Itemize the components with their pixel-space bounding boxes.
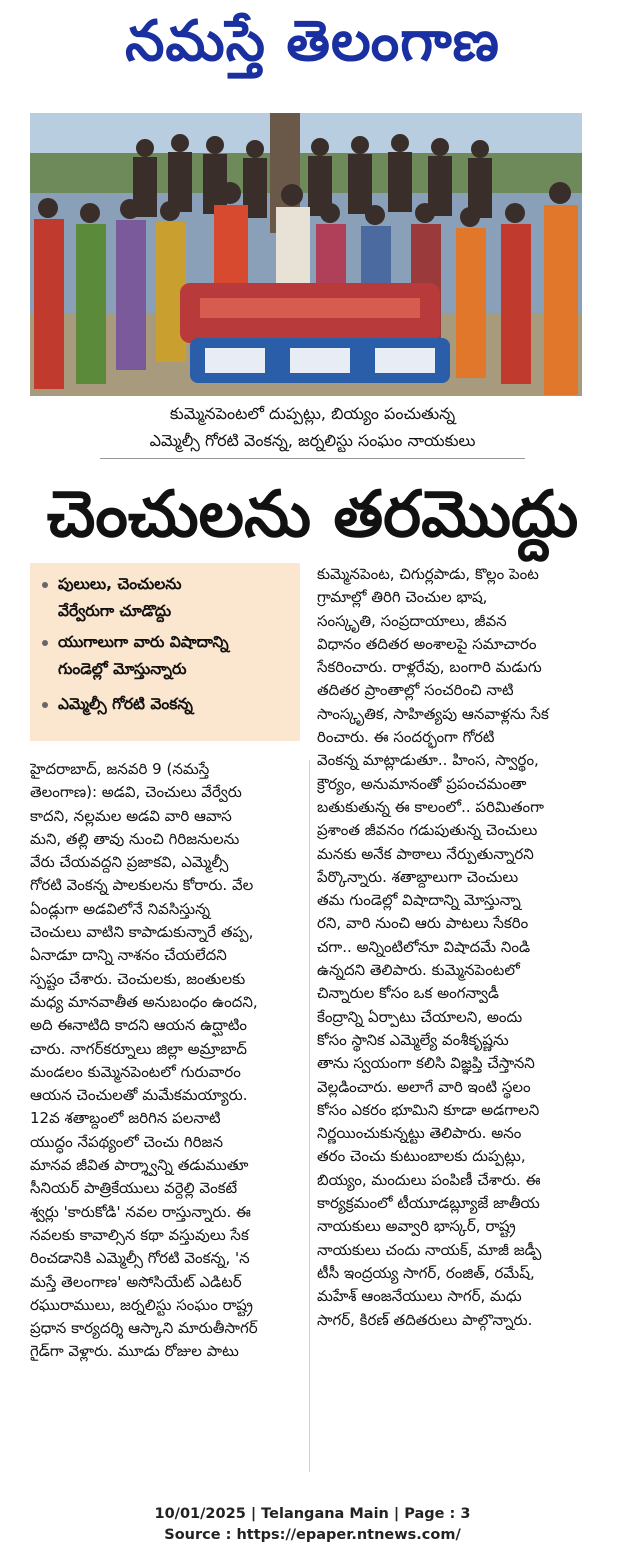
article-line: మస్తే తెలంగాణ' అసోసియేట్ ఎడిటర్ [30, 1272, 242, 1291]
caption-divider [100, 458, 525, 459]
article-line: తదితర ప్రాంతాల్లో సంచరించి నాటి [317, 681, 514, 700]
article-body-right [317, 563, 595, 1332]
article-line: కోసం ఎకరం భూమిని కూడా అడగాలని [317, 1100, 540, 1119]
column-divider [309, 760, 310, 1472]
article-line: చిన్నారుల కోసం ఒక అంగన్వాడీ [317, 984, 500, 1003]
article-line: రని, వారి నుంచి ఆరు పాటలు సేకరిం [317, 914, 529, 933]
article-line: చెంచులు వాటిని కాపాడుకున్నారే తప్ప, [30, 923, 254, 942]
article-line: యుద్ధం నేపథ్యంలో చెంచు గిరిజన [30, 1132, 223, 1151]
article-line: నాయకులు అవ్వారి భాస్కర్, రాష్ట్ర [317, 1217, 516, 1236]
highlight-line: పులులు, చెంచులను [58, 575, 182, 593]
article-line: రించడానికి ఎమ్మెల్సీ గోరటి వెంకన్న, 'న [30, 1249, 250, 1268]
article-line: ప్రధాన కార్యదర్శి ఆస్కాని మారుతీసాగర్ [30, 1319, 258, 1338]
article-line: గోరటి వెంకన్న పాలకులను కోరారు. వేల [30, 876, 254, 895]
highlight-item [44, 571, 296, 625]
article-line: సాగర్, కిరణ్ తదితరులు పాల్గొన్నారు. [317, 1310, 533, 1329]
photo-caption [60, 400, 565, 454]
article-line: రఘురాములు, జర్నలిస్టు సంఘం రాష్ట్ర [30, 1295, 253, 1314]
article-line: తమ గుండెల్లో విషాదాన్ని మోస్తున్నా [317, 891, 521, 910]
article-line: కేంద్రాన్ని ఏర్పాటు చేయాలని, అందు [317, 1007, 523, 1026]
highlights-box [30, 563, 300, 741]
article-line: టీసీ ఇంద్రయ్య సాగర్, రంజిత్, రమేష్, [317, 1263, 535, 1282]
article-line: సంస్కృతి, సంప్రదాయాలు, జీవన [317, 611, 507, 630]
article-line: కాదని, నల్లమల అడవి వారి ఆవాస [30, 806, 232, 825]
article-line: అది ఈనాటిది కాదని ఆయన ఉద్ఘాటిం [30, 1016, 247, 1035]
article-line: క్రౌర్యం, అనుమానంతో ప్రపంచమంతా [317, 774, 527, 793]
article-line: గైడ్‌గా వెళ్లారు. మూడు రోజుల పాటు [30, 1342, 239, 1361]
article-line: రించారు. ఈ సందర్భంగా గోరటి [317, 728, 495, 747]
article-line: విధానం తదితర అంశాలపై సమాచారం [317, 634, 537, 653]
article-line: నవలకు కావాల్సిన కథా వస్తువులు సేక [30, 1225, 249, 1244]
bullet-icon [42, 582, 48, 588]
caption-line: ఎమ్మెల్సీ గోరటి వెంకన్న, జర్నలిస్టు సంఘం నాయకులు [149, 431, 476, 450]
news-photo [30, 113, 582, 396]
article-line: నిర్ణయించుకున్నట్టు తెలిపారు. అనం [317, 1124, 522, 1143]
article-line: తాను స్వయంగా కలిసి విజ్ఞప్తి చేస్తానని [317, 1054, 535, 1073]
article-line: సేకరించారు. రాళ్లరేవు, బంగారి మడుగు [317, 658, 542, 677]
article-line: కార్యక్రమంలో టీయూడబ్ల్యూజే జాతీయ [317, 1194, 540, 1213]
article-line: చారు. నాగర్‌కర్నూలు జిల్లా అమ్రాబాద్ [30, 1039, 248, 1058]
article-line: 12వ శతాబ్దంలో జరిగిన పలనాటి [30, 1109, 221, 1128]
bullet-icon [42, 640, 48, 646]
article-line: తరం చెంచు కుటుంబాలకు దుప్పట్లు, [317, 1147, 526, 1166]
highlight-item [44, 691, 296, 718]
highlight-line: యుగాలుగా వారు విషాదాన్ని [58, 633, 229, 651]
article-line: మహేశ్ ఆంజనేయులు సాగర్, మధు [317, 1287, 522, 1306]
article-line: ఏనాడూ దాన్ని నాశనం చేయలేదని [30, 946, 227, 965]
article-line: శ్వర్లు 'కారుకోడి' నవల రాస్తున్నారు. ఈ [30, 1202, 251, 1221]
article-line: కోసం స్థానిక ఎమ్మెల్యే వంశీకృష్ణను [317, 1030, 509, 1049]
article-line: కుమ్మెనపెంట, చిగుర్లపాడు, కొల్లం పెంట [317, 565, 539, 583]
article-body-left [30, 758, 305, 1364]
article-line: ఆయన చెంచులతో మమేకమయ్యారు. [30, 1086, 248, 1105]
article-line: స్పష్టం చేశారు. చెంచులకు, జంతులకు [30, 969, 246, 988]
article-line: గ్రామాల్లో తిరిగి చెంచుల భాష, [317, 588, 488, 607]
bullet-icon [42, 702, 48, 708]
article-line: ఏండ్లుగా అడవిలోనే నివసిస్తున్న [30, 899, 211, 918]
article-line: మనకు అనేక పాఠాలు నేర్పుతున్నారని [317, 844, 534, 863]
article-line: మండలం కుమ్మెనపెంటలో గురువారం [30, 1062, 241, 1081]
headline: చెంచులను తరమొద్దు [46, 478, 579, 552]
masthead [0, 0, 625, 88]
article-line: బియ్యం, మందులు పంపిణీ చేశారు. ఈ [317, 1170, 541, 1189]
article-line: వేరు చేయవద్దని ప్రజాకవి, ఎమ్మెల్సీ [30, 853, 229, 872]
article-line: తెలంగాణ): అడవి, చెంచులు వేర్వేరు [30, 783, 242, 802]
article-line: పేర్కొన్నారు. శతాబ్దాలుగా చెంచులు [317, 867, 519, 886]
article-line: మధ్య మానవాతీత అనుబంధం ఉందని, [30, 992, 258, 1011]
article-line: వెంకన్న మాట్లాడుతూ.. హింస, స్వార్థం, [317, 751, 539, 770]
highlight-item [44, 629, 296, 683]
article-line: మని, తల్లి తావు నుంచి గిరిజనులను [30, 829, 240, 848]
article-line: ప్రశాంత జీవనం గడుపుతున్న చెంచులు [317, 821, 538, 840]
newspaper-logo: నమస్తే తెలంగాణ [125, 9, 500, 74]
article-line: సీనియర్ పాత్రికేయులు వర్దెల్లి వెంకటే [30, 1179, 238, 1198]
highlight-line: వేర్వేరుగా చూడొద్దు [58, 602, 172, 620]
footer-source: Source : https://epaper.ntnews.com/ [164, 1527, 461, 1543]
article-line: వెల్లడించారు. అలాగే వారి ఇంటి స్థలం [317, 1077, 531, 1096]
article-line: హైదరాబాద్, జనవరి 9 (నమస్తే [30, 760, 210, 778]
footer-edition-info: 10/01/2025 | Telangana Main | Page : 3 [154, 1506, 471, 1522]
article-line: మానవ జీవిత పార్శ్వాన్ని తడుముతూ [30, 1156, 249, 1175]
article-line: నాయకులు చందు నాయక్, మాజీ జడ్పీ [317, 1240, 542, 1259]
photo-illustration [30, 113, 582, 396]
article-line: ఉన్నదని తెలిపారు. కుమ్మెనపెంటలో [317, 961, 520, 980]
highlight-line: గుండెల్లో మోస్తున్నారు [58, 660, 187, 678]
highlight-line: ఎమ్మెల్సీ గోరటి వెంకన్న [58, 695, 193, 713]
article-line: చగా.. అన్నింటిలోనూ విషాదమే నిండి [317, 937, 531, 956]
article-line: సాంస్కృతిక, సాహిత్యపు ఆనవాళ్లను సేక [317, 704, 549, 723]
article-line: బతుకుతున్న ఈ కాలంలో.. పరిమితంగా [317, 797, 544, 816]
caption-line: కుమ్మెనపెంటలో దుప్పట్లు, బియ్యం పంచుతున్న [169, 404, 456, 423]
